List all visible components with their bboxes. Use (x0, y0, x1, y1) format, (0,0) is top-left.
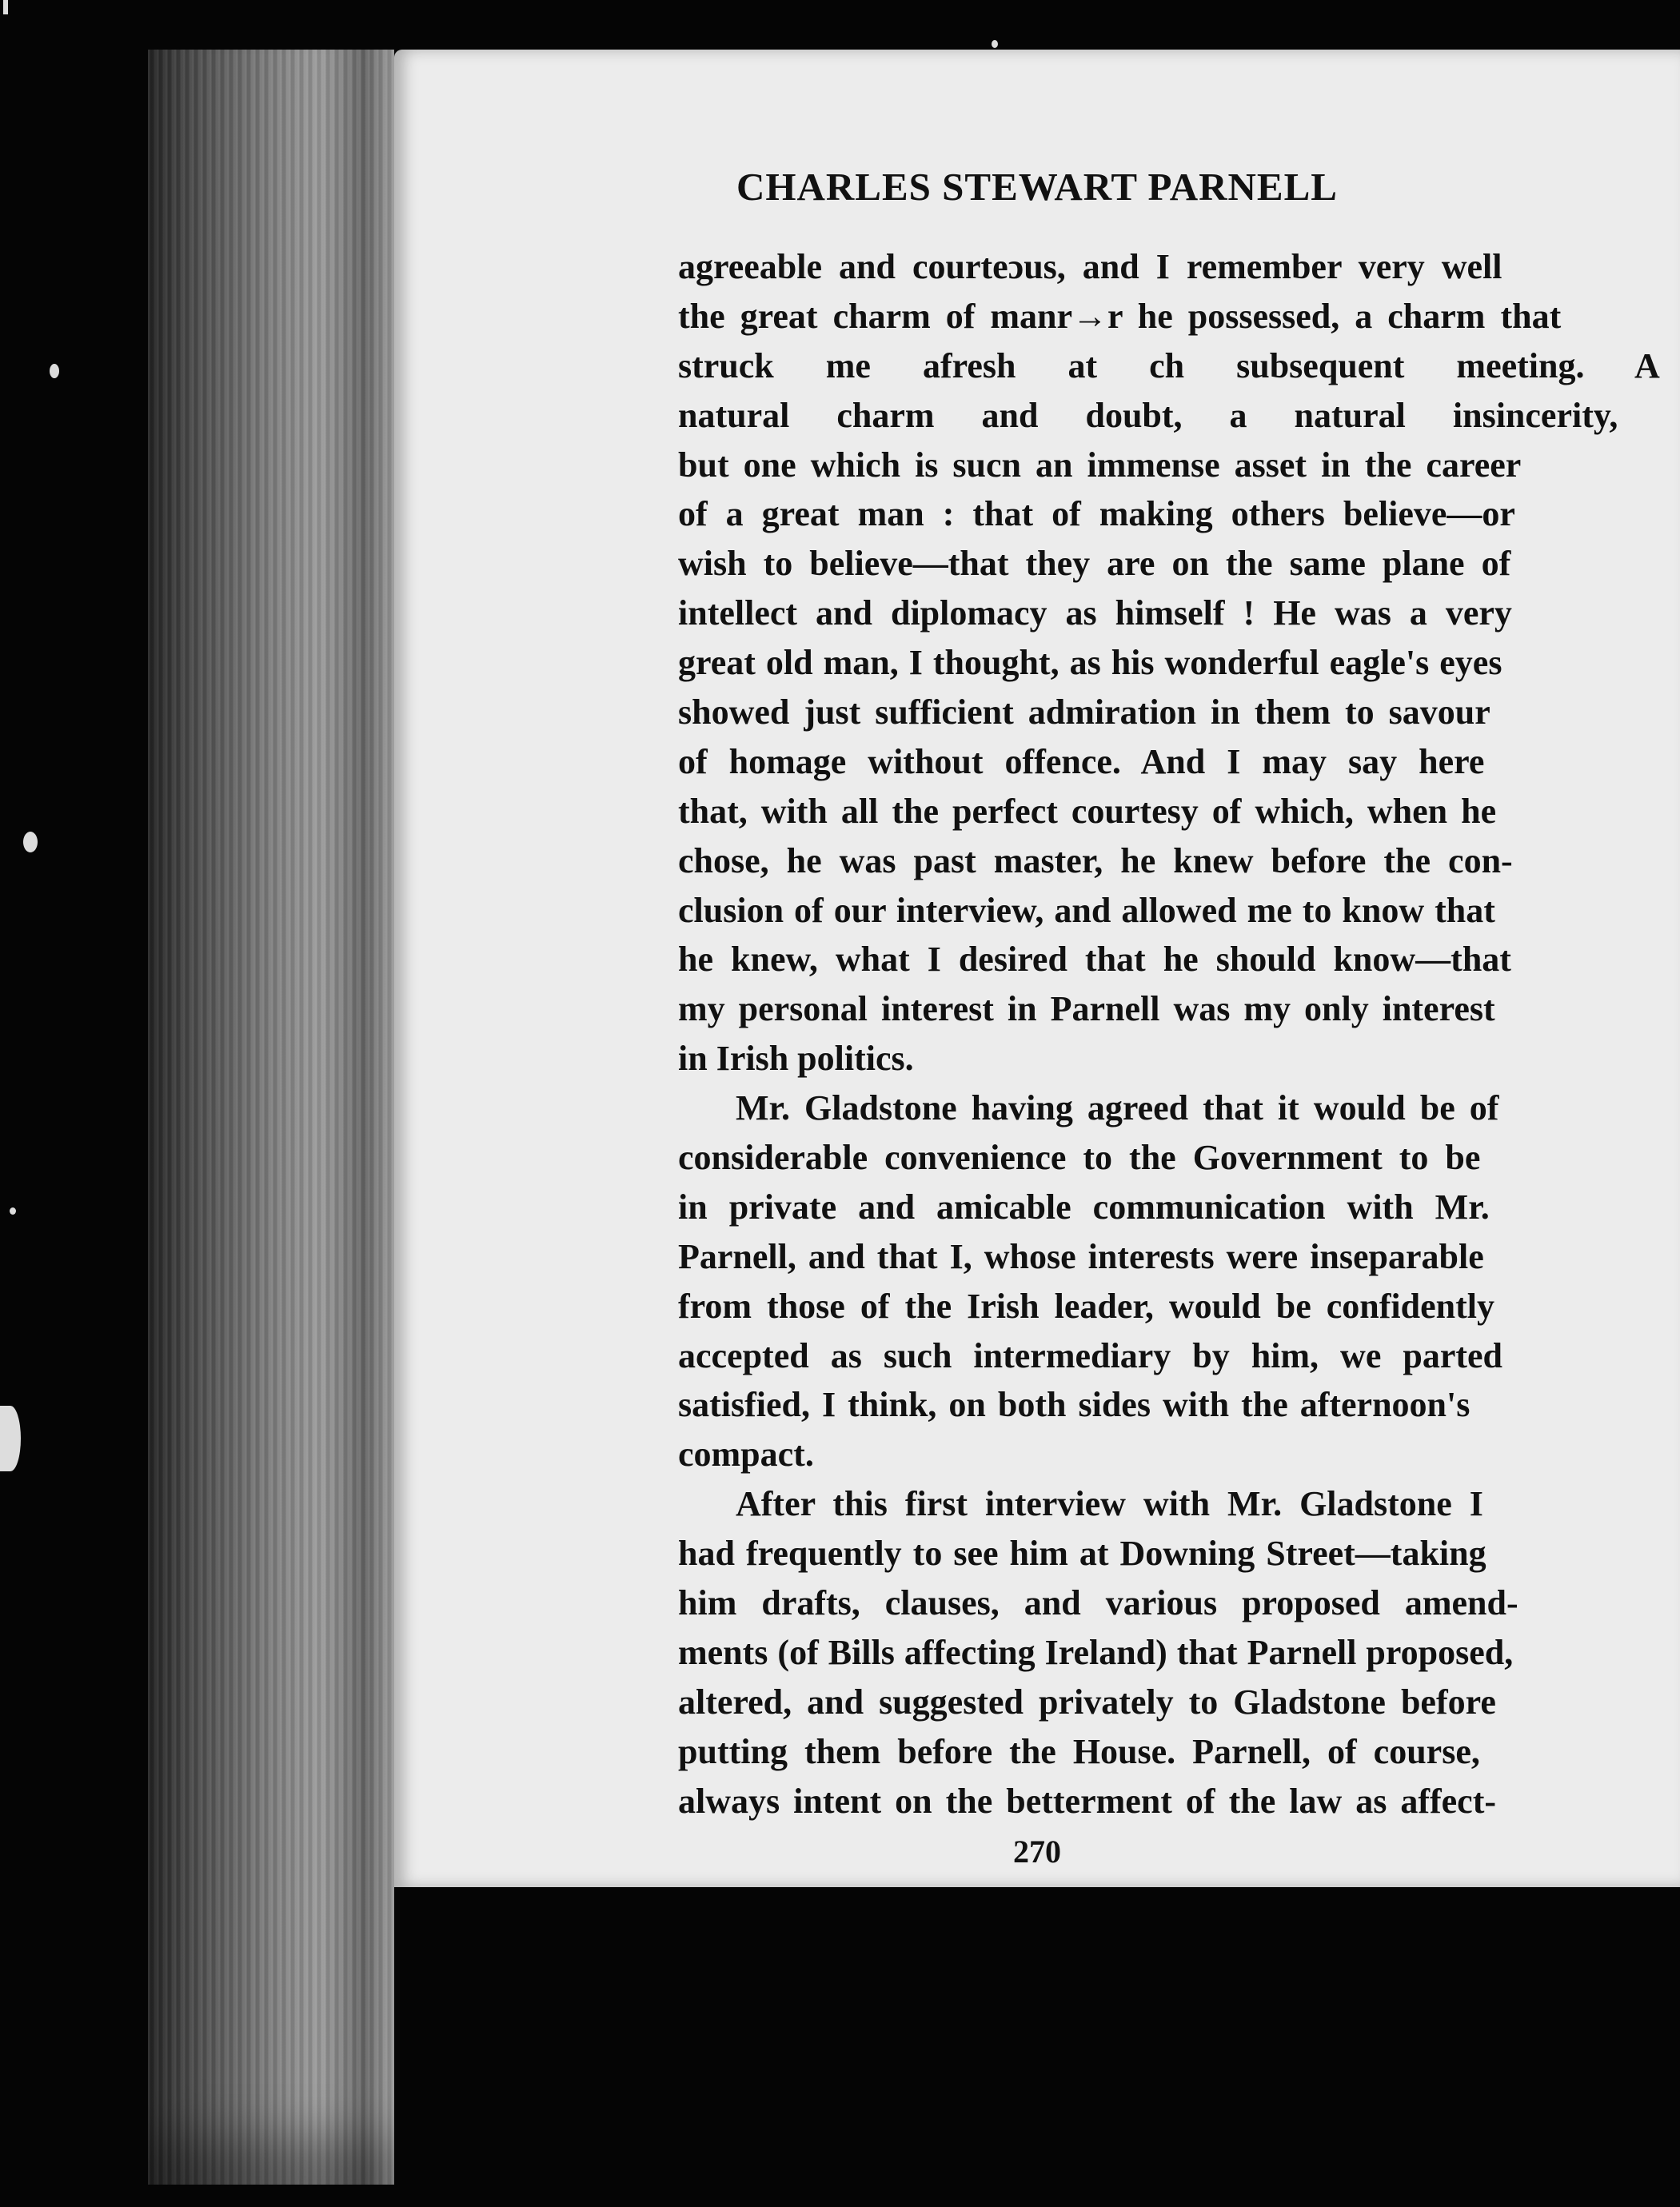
text-line: chose, he was past master, he knew before the con- (678, 840, 1513, 880)
text-line: wish to believe—that they are on the same plane of (678, 544, 1511, 584)
text-line: of a great man : that of making others believe—or (678, 494, 1515, 534)
text-line: natural charm and doubt, a natural insincerity, (678, 395, 1618, 435)
scan-speck-mark (50, 364, 59, 378)
text-line: great old man, I thought, as his wonderful eagle's eyes (678, 643, 1502, 683)
text-line: from those of the Irish leader, would be confidently (678, 1286, 1494, 1326)
text-line: putting them before the House. Parnell, of course, (678, 1731, 1480, 1771)
book-page-edges (148, 50, 394, 2185)
scan-speck-mark (23, 832, 38, 852)
text-line: satisfied, I think, on both sides with the afternoon's (678, 1385, 1470, 1425)
text-line: he knew, what I desired that he should know—that (678, 940, 1511, 980)
text-line: clusion of our interview, and allowed me to know that (678, 890, 1495, 930)
text-line: accepted as such intermediary by him, we parted (678, 1335, 1503, 1375)
scanner-margin (0, 0, 148, 2207)
text-line: of homage without offence. And I may say here (678, 741, 1485, 781)
running-head: CHARLES STEWART PARNELL (736, 165, 1338, 209)
text-line: After this first interview with Mr. Gladstone I (736, 1484, 1483, 1524)
text-line: in Irish politics. (678, 1039, 914, 1079)
text-line: altered, and suggested privately to Gladstone before (678, 1682, 1496, 1722)
text-line: the great charm of manr→r he possessed, a charm that (678, 296, 1562, 336)
text-line: struck me afresh at ch subsequent meeting. A (678, 345, 1660, 385)
book-page (394, 50, 1680, 1887)
text-line: intellect and diplomacy as himself ! He was a very (678, 593, 1512, 633)
scan-speck-mark (10, 1207, 16, 1215)
text-line: but one which is sucn an immense asset in the career (678, 445, 1522, 485)
text-line: had frequently to see him at Downing Street—taking (678, 1534, 1486, 1574)
scan-speck-mark (3, 0, 8, 14)
text-line: Parnell, and that I, whose interests were inseparable (678, 1236, 1484, 1276)
text-line: considerable convenience to the Government to be (678, 1138, 1481, 1178)
text-line: that, with all the perfect courtesy of which, when he (678, 791, 1497, 831)
text-line: compact. (678, 1435, 814, 1475)
scan-speck-mark (992, 40, 998, 48)
text-line: my personal interest in Parnell was my only interest (678, 989, 1495, 1029)
text-line: always intent on the betterment of the law as affect- (678, 1781, 1497, 1821)
text-line: Mr. Gladstone having agreed that it would be of (736, 1088, 1499, 1128)
text-line: agreeable and courteɔus, and I remember very well (678, 247, 1502, 286)
page-number: 270 (1013, 1834, 1061, 1870)
text-line: ments (of Bills affecting Ireland) that Parnell proposed, (678, 1632, 1514, 1672)
page-text-block (678, 242, 1680, 1826)
text-line: showed just sufficient admiration in them to savour (678, 692, 1490, 732)
text-line: in private and amicable communication with Mr. (678, 1187, 1490, 1227)
text-line: him drafts, clauses, and various proposed amend- (678, 1583, 1518, 1623)
scan-speck-mark (0, 1406, 21, 1471)
